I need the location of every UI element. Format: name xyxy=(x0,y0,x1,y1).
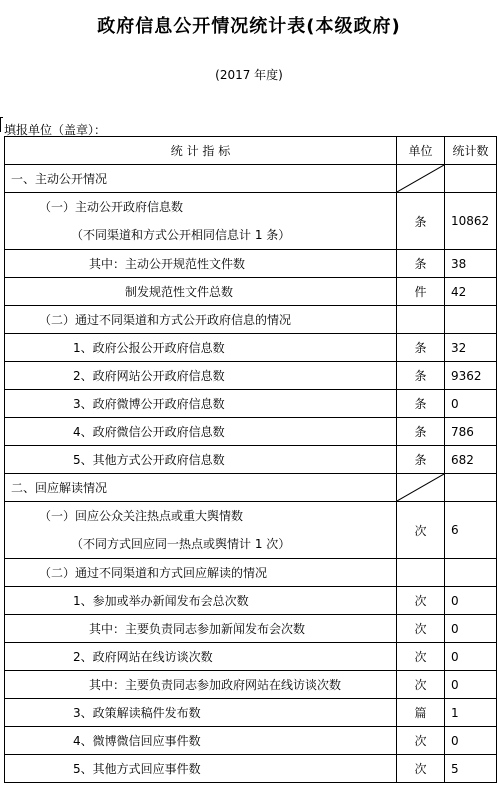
row-indicator: 1、政府公报公开政府信息数 xyxy=(5,334,397,362)
row-unit: 次 xyxy=(397,615,445,643)
table-row xyxy=(5,278,497,306)
row-unit: 次 xyxy=(397,502,445,559)
row-indicator: 其中：主动公开规范性文件数 xyxy=(5,250,397,278)
row-indicator: 二、回应解读情况 xyxy=(5,474,397,502)
table-header-row xyxy=(5,137,497,165)
row-count: 786 xyxy=(445,418,497,446)
row-indicator-line2: （不同方式回应同一热点或舆情计 1 次） xyxy=(71,537,291,551)
row-count: 0 xyxy=(445,643,497,671)
table-row xyxy=(5,727,497,755)
statistics-table xyxy=(4,136,497,783)
table-row xyxy=(5,643,497,671)
row-unit: 次 xyxy=(397,727,445,755)
row-indicator: 5、其他方式公开政府信息数 xyxy=(5,446,397,474)
row-unit: 条 xyxy=(397,418,445,446)
row-indicator: 其中：主要负责同志参加新闻发布会次数 xyxy=(5,615,397,643)
row-count: 0 xyxy=(445,615,497,643)
row-unit xyxy=(397,306,445,334)
row-unit: 条 xyxy=(397,193,445,250)
table-row xyxy=(5,418,497,446)
row-count: 10862 xyxy=(445,193,497,250)
table-row xyxy=(5,615,497,643)
row-count: 1 xyxy=(445,699,497,727)
row-count: 0 xyxy=(445,390,497,418)
row-count: 42 xyxy=(445,278,497,306)
table-row xyxy=(5,559,497,587)
header-indicator: 统 计 指 标 xyxy=(5,137,397,165)
row-indicator xyxy=(5,193,397,250)
header-unit: 单位 xyxy=(397,137,445,165)
table-row xyxy=(5,193,497,250)
row-unit: 条 xyxy=(397,250,445,278)
table-row xyxy=(5,671,497,699)
row-indicator-line2: （不同渠道和方式公开相同信息计 1 条） xyxy=(71,228,291,242)
row-indicator: 5、其他方式回应事件数 xyxy=(5,755,397,783)
table-row xyxy=(5,250,497,278)
row-unit: 次 xyxy=(397,587,445,615)
table-row xyxy=(5,755,497,783)
row-count: 32 xyxy=(445,334,497,362)
row-unit: 条 xyxy=(397,362,445,390)
row-indicator xyxy=(5,502,397,559)
row-indicator: 3、政策解读稿件发布数 xyxy=(5,699,397,727)
row-count: 5 xyxy=(445,755,497,783)
page-title: 政府信息公开情况统计表(本级政府) xyxy=(97,16,401,37)
table-row xyxy=(5,390,497,418)
table-row xyxy=(5,587,497,615)
row-count xyxy=(445,165,497,193)
filing-unit-label: 填报单位（盖章）： xyxy=(4,123,107,137)
row-indicator: （二）通过不同渠道和方式回应解读的情况 xyxy=(5,559,397,587)
row-indicator: （二）通过不同渠道和方式公开政府信息的情况 xyxy=(5,306,397,334)
row-unit: 次 xyxy=(397,755,445,783)
row-indicator-line1: （一）主动公开政府信息数 xyxy=(39,200,184,214)
row-count xyxy=(445,559,497,587)
table-row xyxy=(5,446,497,474)
table-row xyxy=(5,502,497,559)
slash-cell xyxy=(397,165,445,193)
table-row xyxy=(5,699,497,727)
table-row xyxy=(5,334,497,362)
row-indicator: 其中：主要负责同志参加政府网站在线访谈次数 xyxy=(5,671,397,699)
report-year: (2017 年度) xyxy=(215,68,283,82)
row-indicator: 4、政府微信公开政府信息数 xyxy=(5,418,397,446)
row-unit: 条 xyxy=(397,390,445,418)
row-count: 9362 xyxy=(445,362,497,390)
row-indicator: 制发规范性文件总数 xyxy=(5,278,397,306)
corner-mark xyxy=(0,117,3,132)
row-indicator-line1: （一）回应公众关注热点或重大舆情数 xyxy=(39,509,244,523)
row-unit: 次 xyxy=(397,643,445,671)
row-count xyxy=(445,306,497,334)
row-unit: 件 xyxy=(397,278,445,306)
table-row xyxy=(5,474,497,502)
row-unit: 次 xyxy=(397,671,445,699)
table-row xyxy=(5,362,497,390)
row-count: 6 xyxy=(445,502,497,559)
row-indicator: 一、主动公开情况 xyxy=(5,165,397,193)
header-count: 统计数 xyxy=(445,137,497,165)
row-count: 0 xyxy=(445,587,497,615)
row-count: 38 xyxy=(445,250,497,278)
table-row xyxy=(5,306,497,334)
slash-cell xyxy=(397,474,445,502)
row-indicator: 1、参加或举办新闻发布会总次数 xyxy=(5,587,397,615)
row-indicator: 4、微博微信回应事件数 xyxy=(5,727,397,755)
row-indicator: 2、政府网站在线访谈次数 xyxy=(5,643,397,671)
row-unit: 条 xyxy=(397,446,445,474)
row-count: 0 xyxy=(445,671,497,699)
row-unit xyxy=(397,559,445,587)
row-count: 682 xyxy=(445,446,497,474)
row-count xyxy=(445,474,497,502)
row-unit: 条 xyxy=(397,334,445,362)
row-count: 0 xyxy=(445,727,497,755)
row-unit: 篇 xyxy=(397,699,445,727)
row-indicator: 3、政府微博公开政府信息数 xyxy=(5,390,397,418)
table-row xyxy=(5,165,497,193)
row-indicator: 2、政府网站公开政府信息数 xyxy=(5,362,397,390)
